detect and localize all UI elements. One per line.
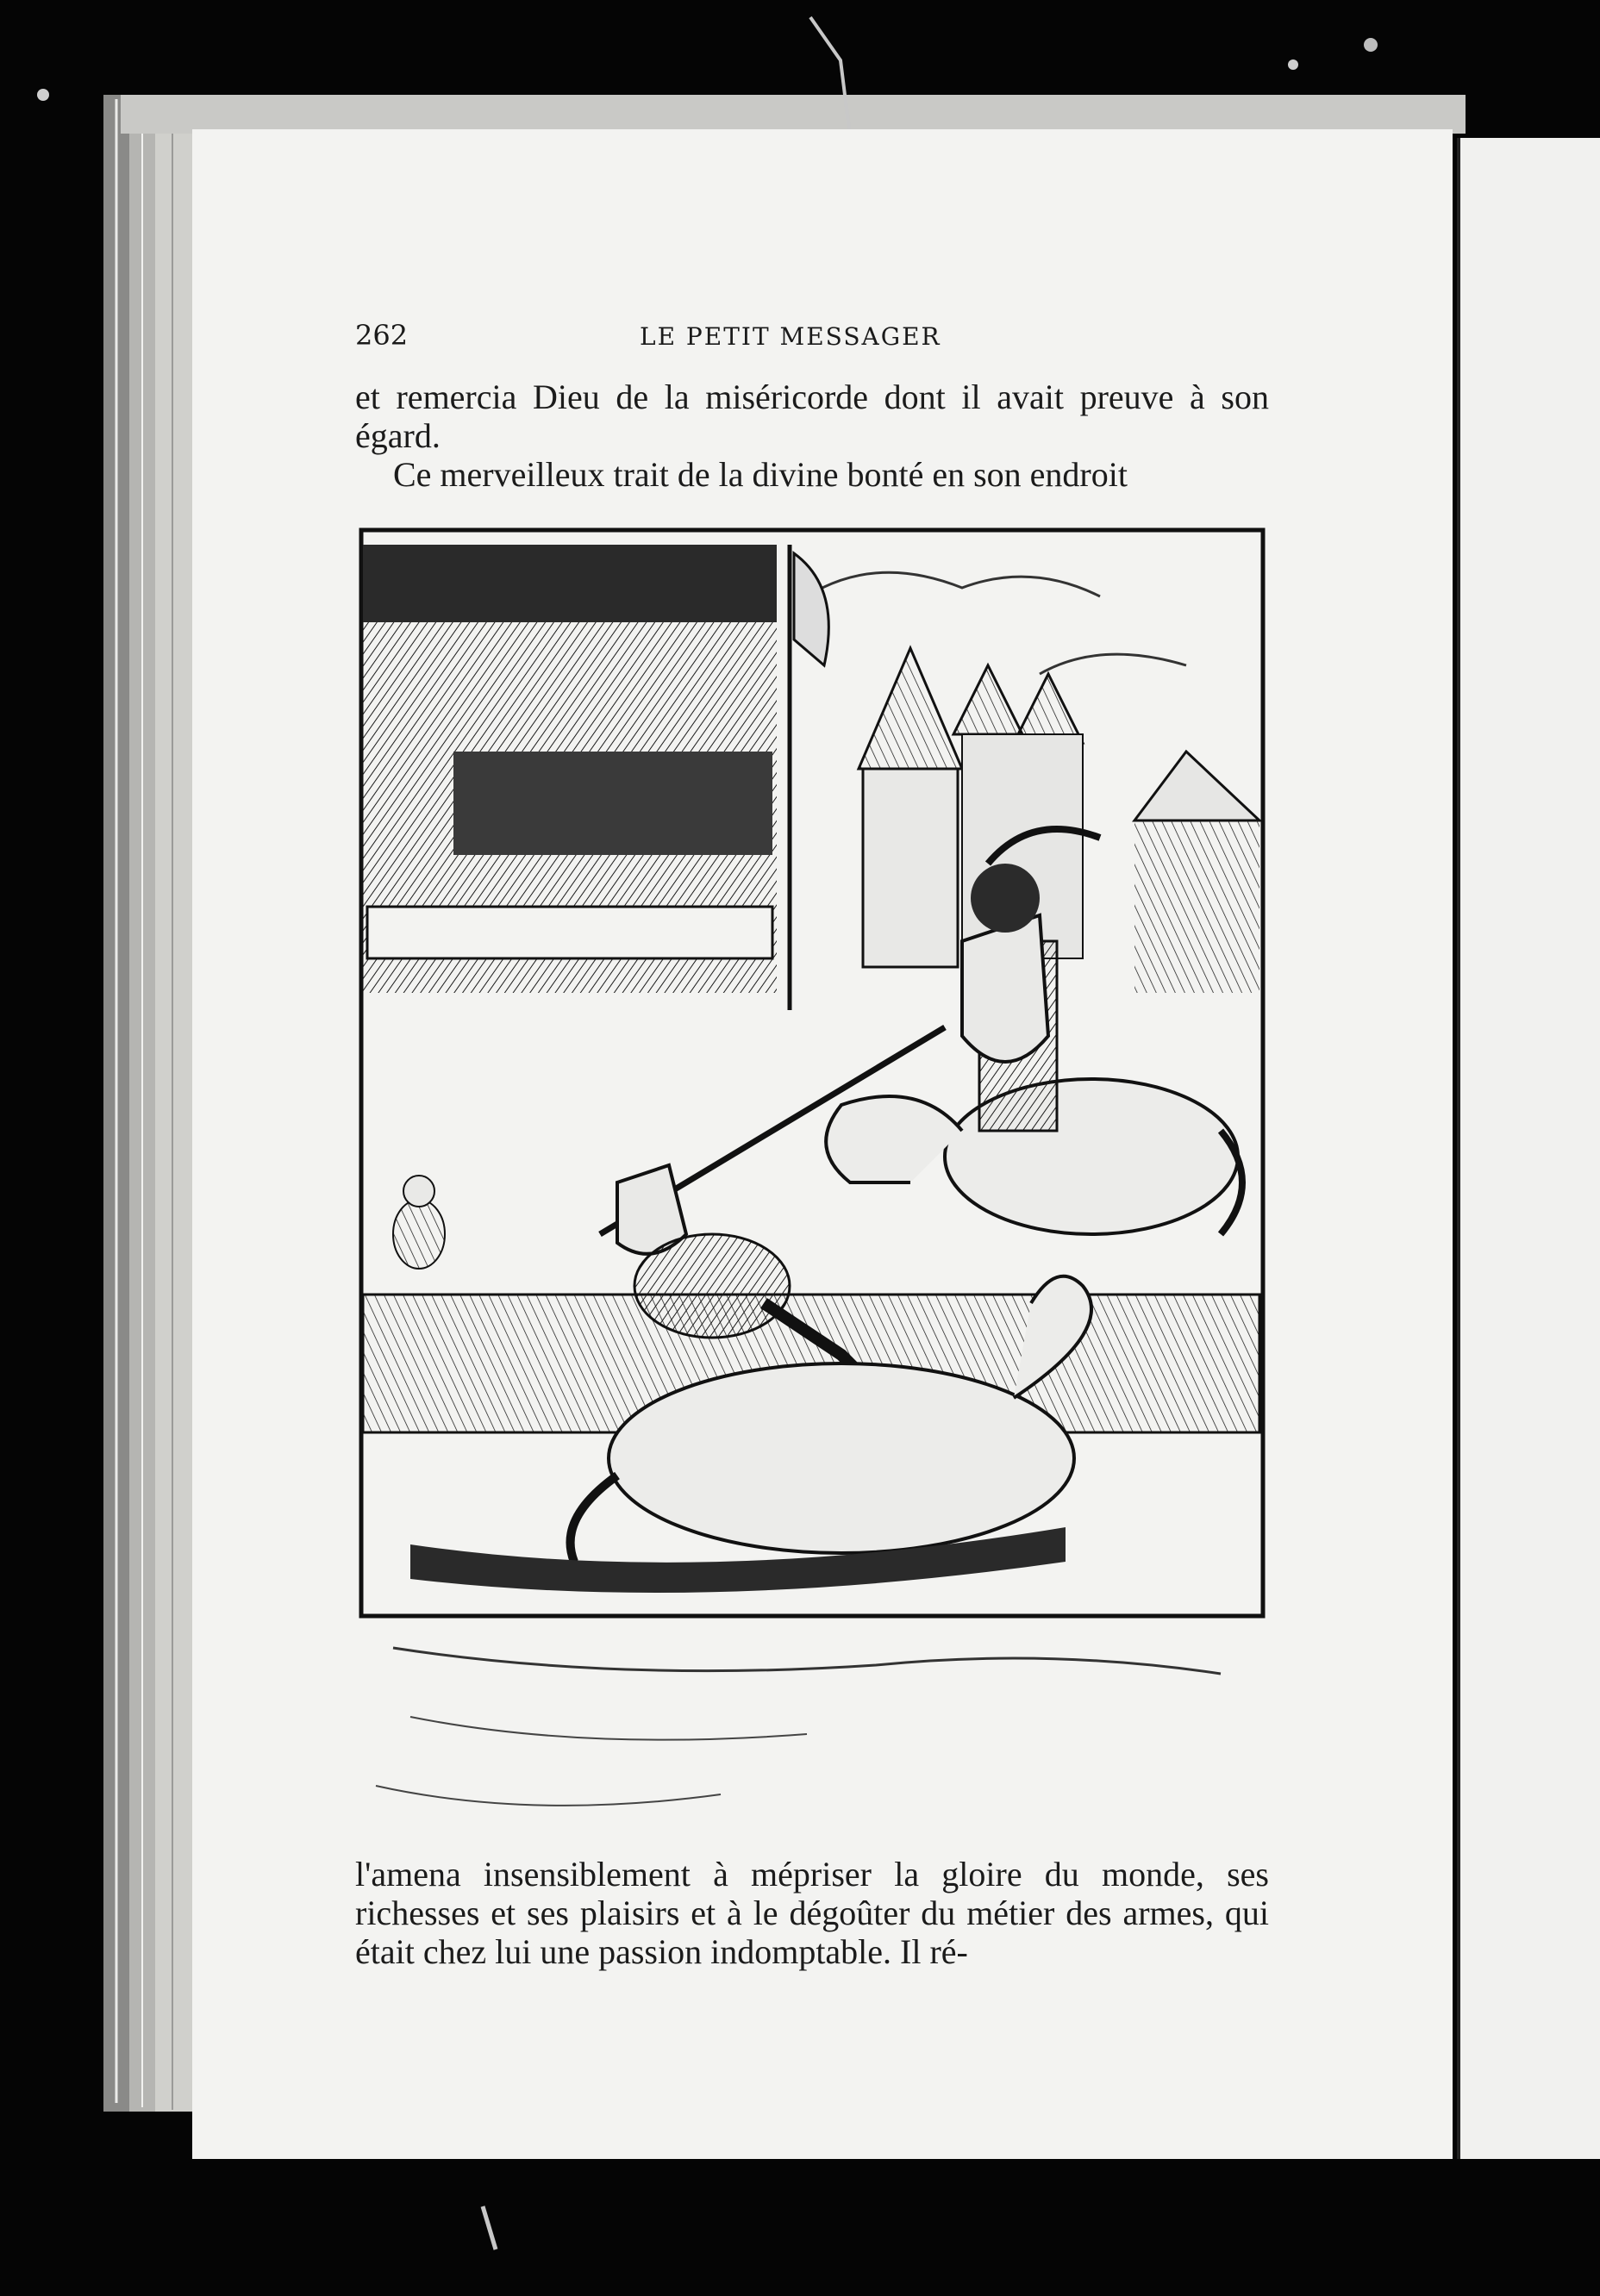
book-page-right [1457,138,1600,2159]
jousting-illustration [359,527,1266,1837]
paragraph: Ce merveilleux trait de la divine bonté en son endroit [393,455,1128,494]
page-number: 262 [355,319,409,352]
paragraph: et remercia Dieu de la miséricorde dont il avait preuve à son égard. [355,377,1269,455]
page-header [355,319,1269,362]
paragraph: l'amena insensiblement à mépriser la gloire du monde, ses richesses et ses plaisirs et à le dégoûter du métier des armes, qui était chez lui une passion indomptable. Il ré- [355,1855,1269,1971]
running-head: LE PETIT MESSAGER [640,322,941,351]
text-block-bottom [355,1855,1269,1971]
text-block-top [355,377,1269,494]
